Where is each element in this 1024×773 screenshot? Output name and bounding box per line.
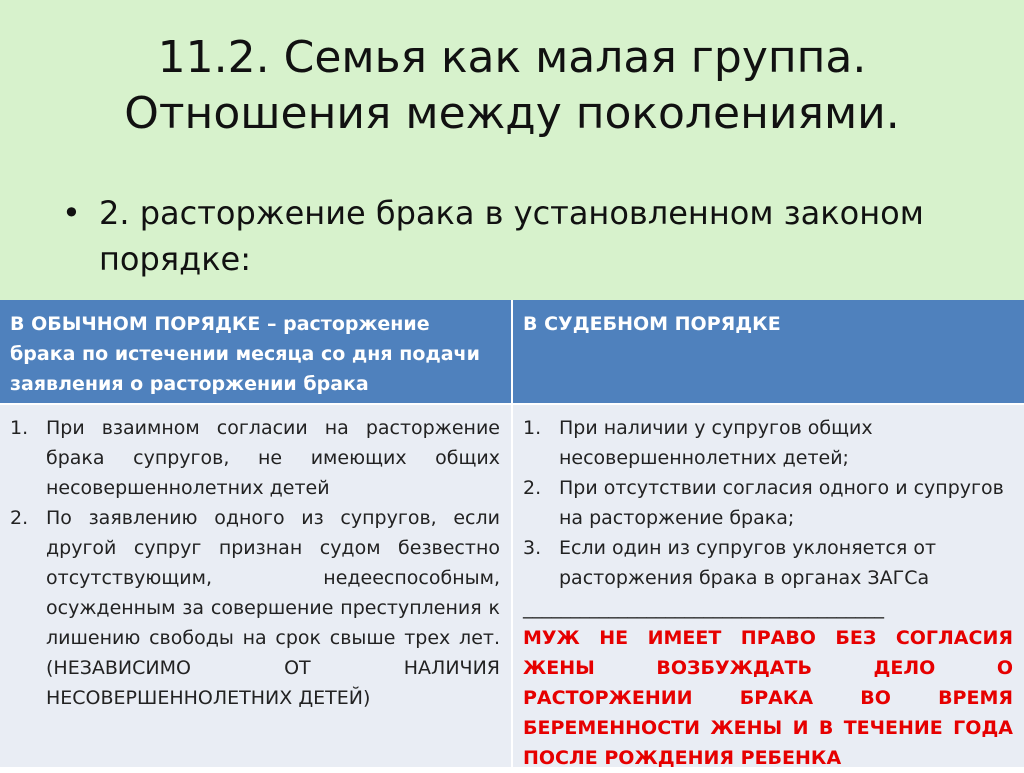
title-line-1: 11.2. Семья как малая группа. [157, 32, 867, 83]
list-item [523, 413, 1013, 473]
separator-line: ______________________________________ [523, 597, 884, 619]
item-text: При взаимном согласии на расторжение брака супругов, не имеющих общих несовершеннолетних детей [46, 417, 500, 499]
item-number: 3. [523, 537, 542, 559]
list-item [10, 413, 500, 503]
bullet-text: 2. расторжение брака в установленном законом порядке: [99, 194, 924, 278]
cell-court-procedure [513, 405, 1024, 767]
column-divider [511, 300, 513, 767]
item-text: По заявлению одного из супругов, если другой супруг признан судом безвестно отсутствующим, недееспособным, осужденным за совершение преступления к лишению свободы на срок свыше трех лет. (НЕЗАВИСИМО ОТ НАЛИЧИЯ НЕСОВЕРШЕННОЛЕТНИХ ДЕТЕЙ) [46, 507, 500, 709]
slide-title [0, 30, 1024, 142]
item-number: 1. [523, 417, 542, 439]
cell-ordinary-procedure [0, 405, 511, 767]
item-number: 2. [523, 477, 542, 499]
warning-note: МУЖ НЕ ИМЕЕТ ПРАВО БЕЗ СОГЛАСИЯ ЖЕНЫ ВОЗБУЖДАТЬ ДЕЛО О РАСТОРЖЕНИИ БРАКА ВО ВРЕМЯ БЕРЕМЕННОСТИ ЖЕНЫ И В ТЕЧЕНИЕ ГОДА ПОСЛЕ РОЖДЕНИЯ РЕБЕНКА [523, 627, 1013, 769]
list-item [10, 503, 500, 713]
court-content [523, 413, 1013, 773]
item-number: 1. [10, 417, 29, 439]
ordinary-list [10, 413, 500, 713]
list-item [523, 533, 1013, 593]
title-line-2: Отношения между поколениями. [124, 88, 900, 139]
item-text: Если один из супругов уклоняется от расторжения брака в органах ЗАГСа [559, 537, 937, 589]
item-text: При наличии у супругов общих несовершеннолетних детей; [559, 417, 873, 469]
item-text: При отсутствии согласия одного и супругов на расторжение брака; [559, 477, 1004, 529]
title-area [0, 0, 1024, 300]
list-item [523, 473, 1013, 533]
comparison-table [0, 300, 1024, 767]
court-list [523, 413, 1013, 593]
bullet-icon: • [62, 194, 81, 232]
header-ordinary-procedure: В ОБЫЧНОМ ПОРЯДКЕ – расторжение брака по истечении месяца со дня подачи заявления о расторжении брака [0, 300, 511, 403]
item-number: 2. [10, 507, 29, 529]
header-court-procedure: В СУДЕБНОМ ПОРЯДКЕ [513, 300, 1024, 403]
